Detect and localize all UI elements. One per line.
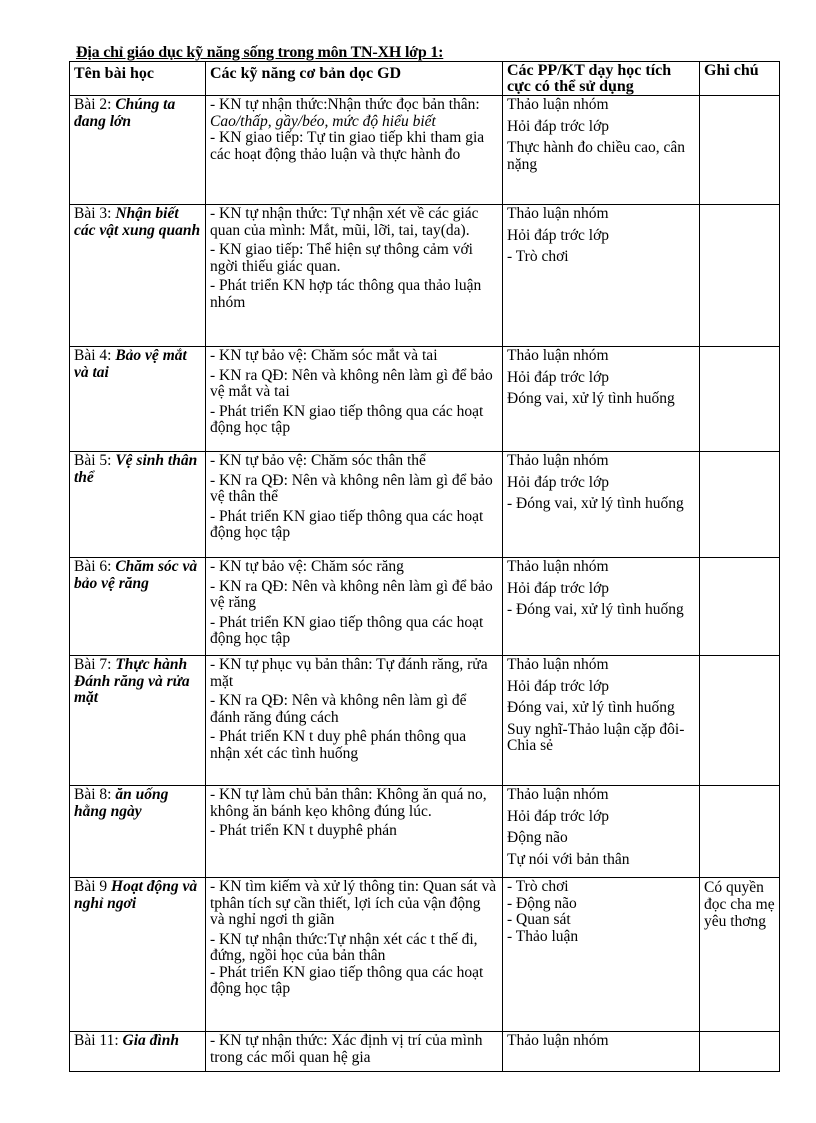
lesson-name: Thực hành Đánh răng và rửa mặt bbox=[74, 656, 190, 706]
header-skills: Các kỹ năng cơ bản dọc GD bbox=[206, 62, 503, 96]
method-item: Hỏi đáp trớc lớp bbox=[507, 807, 610, 825]
methods-cell bbox=[503, 347, 700, 452]
lesson-cell bbox=[70, 96, 206, 205]
skill-item: - Phát triển KN t duyphê phán bbox=[210, 822, 397, 839]
skills-cell bbox=[206, 96, 503, 205]
table-row bbox=[70, 878, 780, 1032]
method-item: Thảo luận nhóm bbox=[507, 452, 609, 469]
header-methods: Các PP/KT dạy học tích cực có thể sử dụng bbox=[503, 62, 700, 96]
method-item: Thảo luận nhóm bbox=[507, 786, 609, 803]
methods-cell bbox=[503, 1032, 700, 1072]
notes-cell bbox=[700, 558, 780, 656]
skill-item: - KN tự nhận thức:Nhận thức đọc bản thân: Cao/thấp, gầy/béo, mức độ hiểu biết bbox=[210, 96, 480, 130]
lesson-name: Bảo vệ mắt và tai bbox=[74, 347, 187, 381]
lesson-name: Nhận biết các vật xung quanh bbox=[74, 205, 201, 239]
method-item: Hỏi đáp trớc lớp bbox=[507, 117, 610, 135]
method-item: - Đóng vai, xử lý tình huống bbox=[507, 601, 684, 618]
skill-item: - Phát triển KN giao tiếp thông qua các hoạt động học tập bbox=[210, 963, 484, 997]
method-item: Hỏi đáp trớc lớp bbox=[507, 677, 610, 695]
methods-cell bbox=[503, 878, 700, 1032]
lesson-name: Chúng ta đang lớn bbox=[74, 96, 176, 130]
table-row bbox=[70, 786, 780, 878]
lesson-name: Hoạt động và nghỉ ngơi bbox=[74, 878, 198, 912]
skill-item: - KN tự bảo vệ: Chăm sóc thân thể bbox=[210, 452, 426, 469]
method-item: Suy nghĩ-Thảo luận cặp đôi- Chia sẻ bbox=[507, 720, 685, 754]
method-item: - Trò chơi bbox=[507, 878, 569, 895]
skills-cell bbox=[206, 656, 503, 786]
table-row bbox=[70, 656, 780, 786]
skill-item: - KN ra QĐ: Nên và không nên làm gì để bảo vệ thân thể bbox=[210, 471, 493, 505]
document-title: Địa chỉ giáo dục kỹ năng sống trong môn TN-XH lớp 1: bbox=[76, 44, 444, 61]
method-item: - Quan sát bbox=[507, 911, 571, 928]
method-item: Thảo luận nhóm bbox=[507, 205, 609, 222]
skill-item: - KN ra QĐ: Nên và không nên làm gì để bảo vệ răng bbox=[210, 577, 493, 611]
lesson-cell bbox=[70, 878, 206, 1032]
skill-item: - Phát triển KN giao tiếp thông qua các hoạt động học tập bbox=[210, 613, 484, 647]
table-row bbox=[70, 96, 780, 205]
skill-item: - KN tự làm chủ bản thân: Không ăn quá no, không ăn bánh kẹo không đúng lúc. bbox=[210, 786, 487, 820]
skill-item: - KN tự bảo vệ: Chăm sóc mắt và tai bbox=[210, 347, 438, 364]
skills-cell bbox=[206, 452, 503, 558]
skill-item: - KN tự nhận thức: Xác định vị trí của mình trong các mối quan hệ gia bbox=[210, 1032, 483, 1066]
method-item: - Đóng vai, xử lý tình huống bbox=[507, 495, 684, 512]
skills-cell bbox=[206, 205, 503, 347]
method-item: Động não bbox=[507, 829, 568, 846]
skill-item: - Phát triển KN giao tiếp thông qua các hoạt động học tập bbox=[210, 402, 484, 436]
lesson-cell bbox=[70, 558, 206, 656]
skill-item: - KN tự phục vụ bản thân: Tự đánh răng, rửa mặt bbox=[210, 656, 488, 690]
methods-cell bbox=[503, 558, 700, 656]
lesson-table bbox=[69, 61, 780, 1072]
lesson-number: Bài 3: bbox=[74, 205, 116, 222]
skill-item: - KN tự nhận thức:Tự nhận xét các t thế đi, đứng, ngồi học của bản thân bbox=[210, 930, 478, 964]
skills-cell bbox=[206, 878, 503, 1032]
notes-cell bbox=[700, 205, 780, 347]
method-item: Tự nói với bản thân bbox=[507, 850, 630, 868]
lesson-name: ăn uống hằng ngày bbox=[74, 786, 169, 820]
method-item: Thảo luận nhóm bbox=[507, 1032, 609, 1049]
method-item: Thực hành đo chiều cao, cân nặng bbox=[507, 139, 685, 173]
skill-item: - Phát triển KN hợp tác thông qua thảo luận nhóm bbox=[210, 277, 482, 311]
method-item: Hỏi đáp trớc lớp bbox=[507, 226, 610, 244]
skill-item: - KN ra QĐ: Nên và không nên làm gì để bảo vệ mắt và tai bbox=[210, 366, 493, 400]
lesson-cell bbox=[70, 786, 206, 878]
notes-cell bbox=[700, 452, 780, 558]
method-item: Hỏi đáp trớc lớp bbox=[507, 368, 610, 386]
lesson-cell bbox=[70, 1032, 206, 1072]
skills-cell bbox=[206, 1032, 503, 1072]
lesson-number: Bài 2: bbox=[74, 96, 116, 113]
lesson-name: Gia đình bbox=[122, 1032, 179, 1049]
method-item: - Động não bbox=[507, 894, 577, 912]
skill-item: - KN giao tiếp: Tự tin giao tiếp khi tham gia các hoạt động thảo luận và thực hành đo bbox=[210, 129, 485, 163]
lesson-number: Bài 8: bbox=[74, 786, 116, 803]
lesson-number: Bài 11: bbox=[74, 1032, 123, 1049]
header-notes: Ghi chú bbox=[700, 62, 780, 96]
skill-item: - Phát triển KN giao tiếp thông qua các hoạt động học tập bbox=[210, 507, 484, 541]
lesson-number: Bài 5: bbox=[74, 452, 116, 469]
table-row bbox=[70, 452, 780, 558]
lesson-number: Bài 7: bbox=[74, 656, 116, 673]
lesson-number: Bài 6: bbox=[74, 558, 116, 575]
lesson-name: Vệ sinh thân thể bbox=[74, 452, 198, 486]
notes-cell bbox=[700, 347, 780, 452]
lesson-cell bbox=[70, 205, 206, 347]
lesson-number: Bài 9 bbox=[74, 878, 112, 895]
skills-cell bbox=[206, 558, 503, 656]
method-item: Hỏi đáp trớc lớp bbox=[507, 473, 610, 491]
skill-item: - KN tự nhận thức: Tự nhận xét về các giác quan của mình: Mắt, mũi, lỡi, tai, tay(da). bbox=[210, 205, 479, 239]
skill-item: - KN tìm kiếm và xử lý thông tin: Quan sát và tphân tích sự cần thiết, lợi ích của vận động và nghỉ ngơi th giãn bbox=[210, 878, 497, 928]
methods-cell bbox=[503, 205, 700, 347]
table-row bbox=[70, 205, 780, 347]
methods-cell bbox=[503, 656, 700, 786]
table-row bbox=[70, 347, 780, 452]
header-lesson: Tên bài học bbox=[70, 62, 206, 96]
method-item: Hỏi đáp trớc lớp bbox=[507, 579, 610, 597]
notes-cell: Có quyền đọc cha mẹ yêu thơng bbox=[700, 878, 780, 1032]
lesson-name: Chăm sóc và bảo vệ răng bbox=[74, 558, 198, 592]
lesson-cell bbox=[70, 452, 206, 558]
notes-cell bbox=[700, 96, 780, 205]
table-header-row bbox=[70, 62, 780, 96]
method-item: Đóng vai, xử lý tình huống bbox=[507, 390, 675, 407]
skills-cell bbox=[206, 786, 503, 878]
notes-cell bbox=[700, 1032, 780, 1072]
method-item: Đóng vai, xử lý tình huống bbox=[507, 699, 675, 716]
skills-cell bbox=[206, 347, 503, 452]
method-item: Thảo luận nhóm bbox=[507, 558, 609, 575]
skill-item: - KN ra QĐ: Nên và không nên làm gì để đánh răng đúng cách bbox=[210, 692, 467, 726]
lesson-number: Bài 4: bbox=[74, 347, 116, 364]
methods-cell bbox=[503, 452, 700, 558]
lesson-cell bbox=[70, 347, 206, 452]
method-item: Thảo luận nhóm bbox=[507, 656, 609, 673]
skill-item: - Phát triển KN t duy phê phán thông qua nhận xét các tình huống bbox=[210, 728, 467, 762]
method-item: - Thảo luận bbox=[507, 927, 579, 945]
methods-cell bbox=[503, 786, 700, 878]
method-item: - Trò chơi bbox=[507, 248, 569, 265]
notes-cell bbox=[700, 786, 780, 878]
skill-item: - KN giao tiếp: Thể hiện sự thông cảm với ngời thiếu giác quan. bbox=[210, 241, 473, 275]
method-item: Thảo luận nhóm bbox=[507, 96, 609, 113]
method-item: Thảo luận nhóm bbox=[507, 347, 609, 364]
notes-cell bbox=[700, 656, 780, 786]
table-row bbox=[70, 558, 780, 656]
skill-item: - KN tự bảo vệ: Chăm sóc răng bbox=[210, 558, 404, 575]
lesson-cell bbox=[70, 656, 206, 786]
methods-cell bbox=[503, 96, 700, 205]
table-row bbox=[70, 1032, 780, 1072]
